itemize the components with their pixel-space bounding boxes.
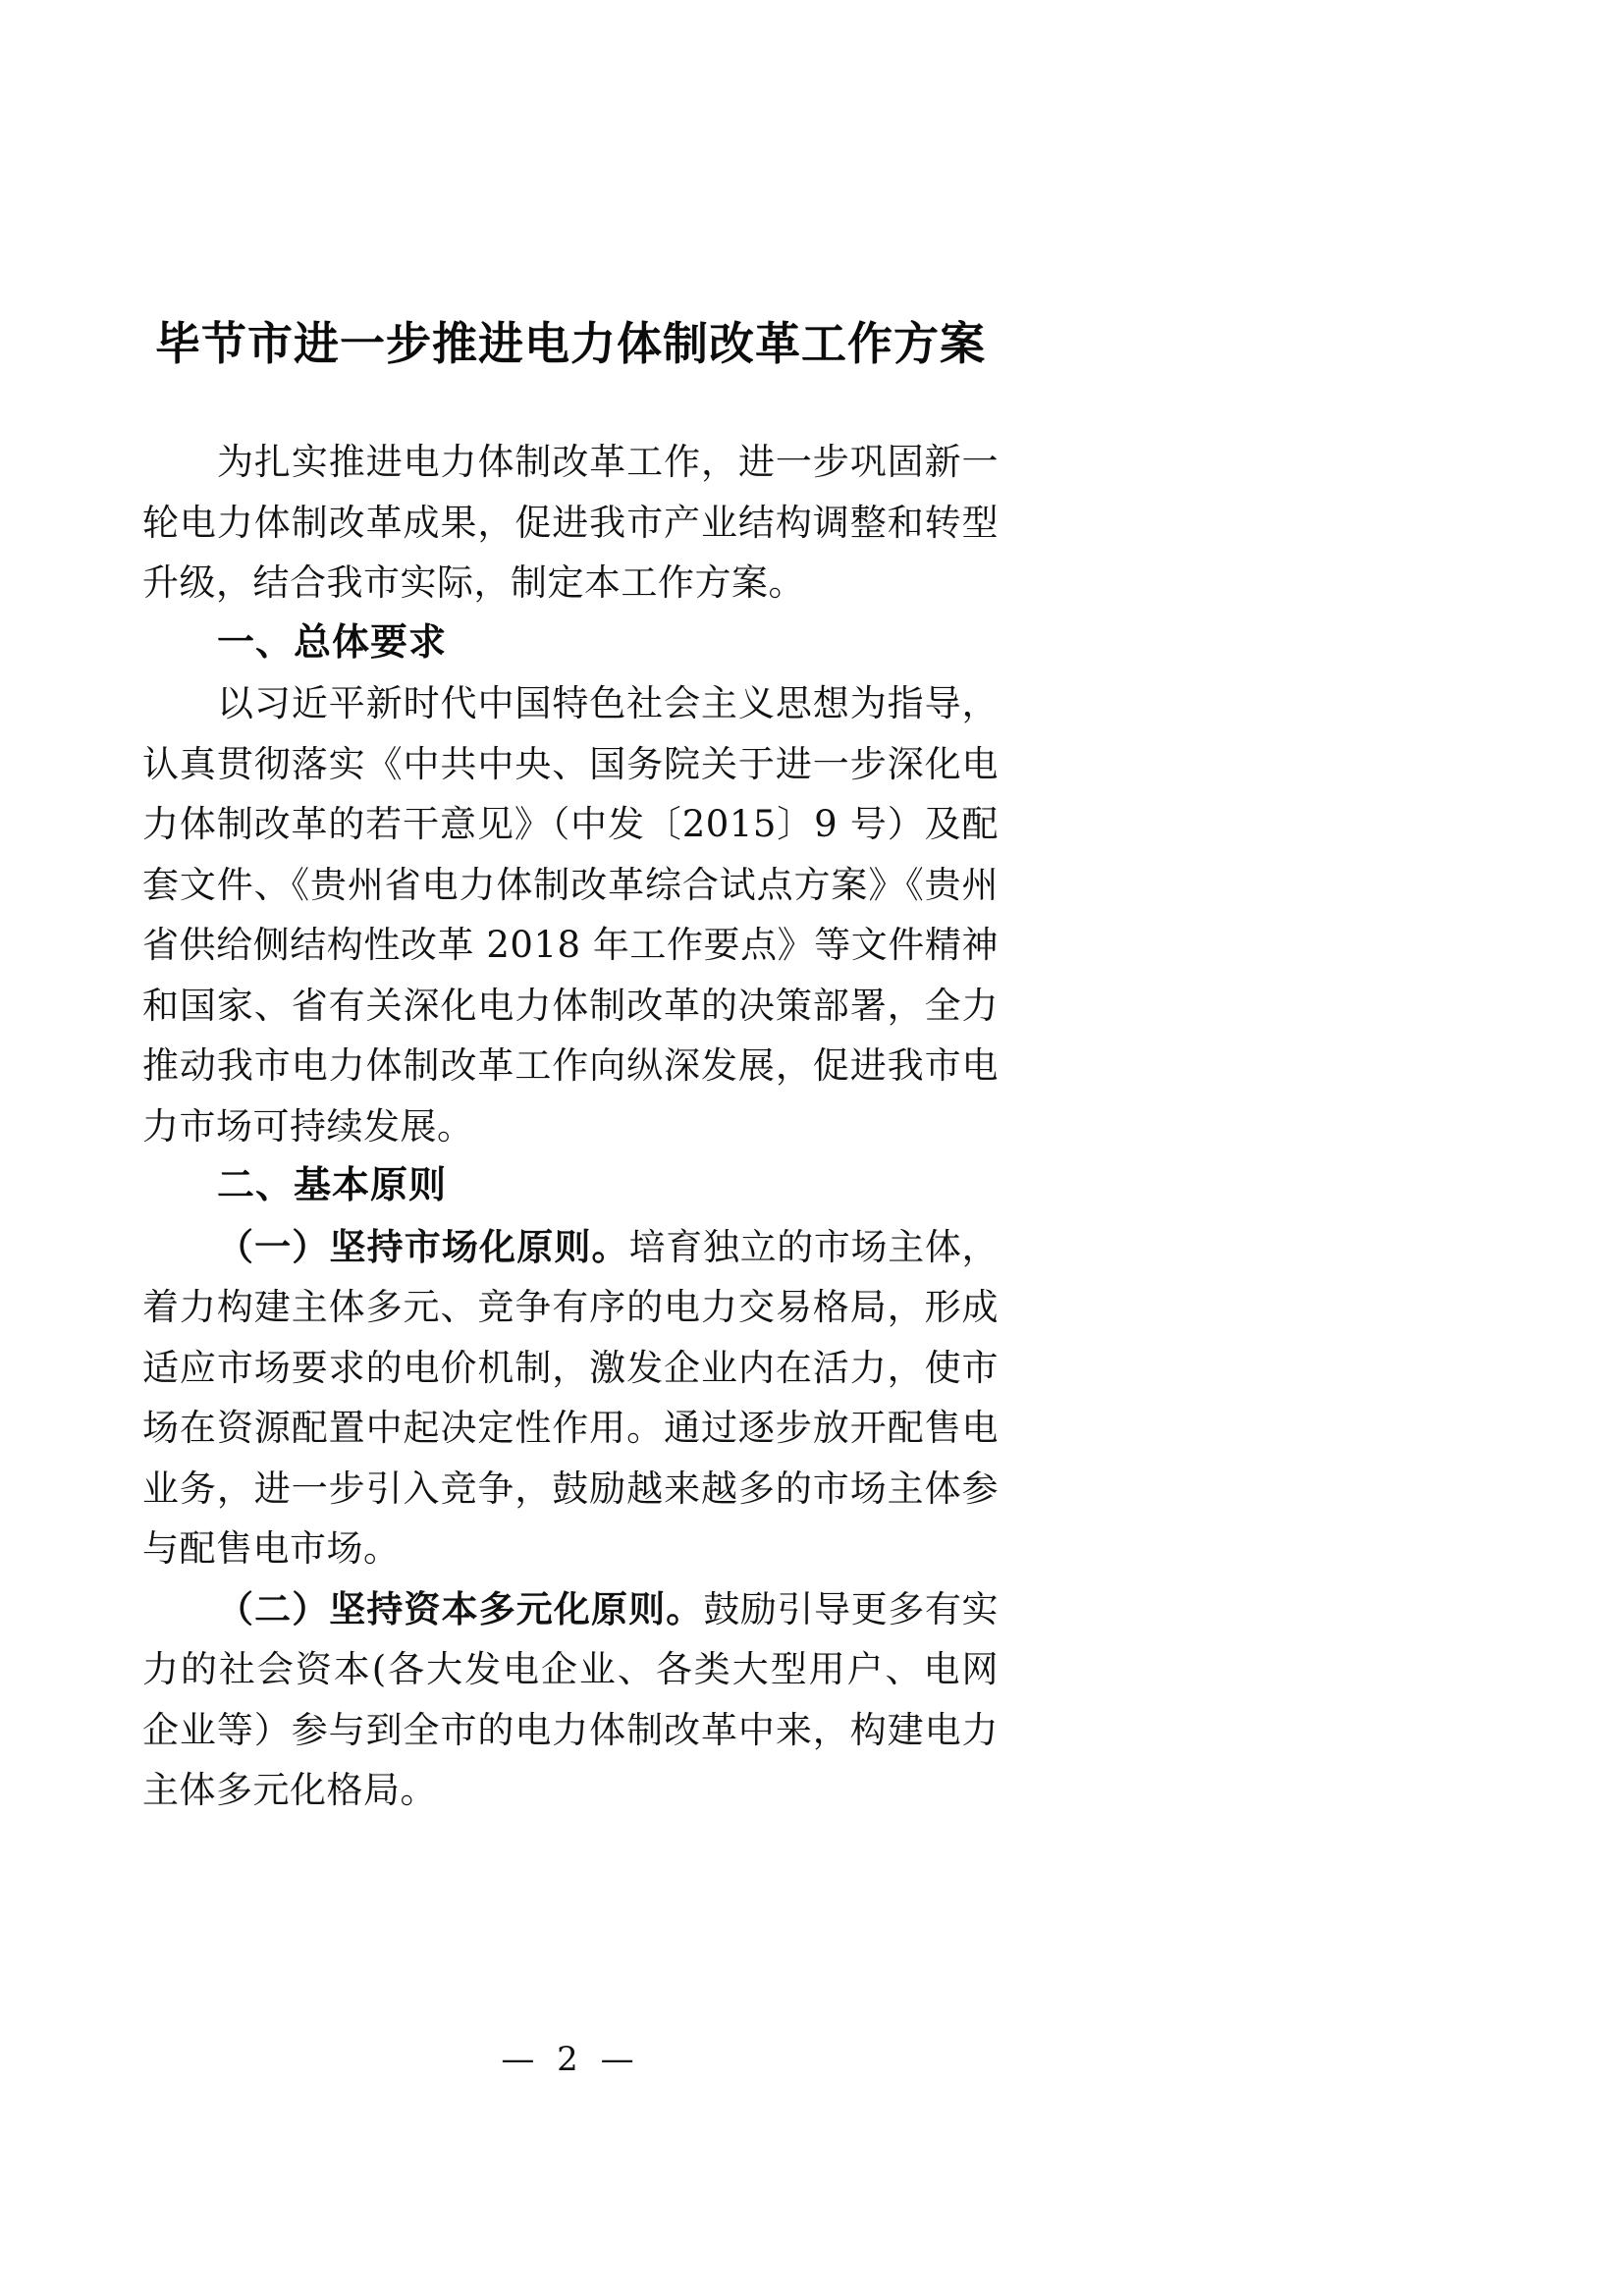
item-two-body: 鼓励引导更多有实力的社会资本(各大发电企业、各类大型用户、电网企业等）参与到全市的电力体制改革中来，构建电力主体多元化格局。: [142, 1587, 1000, 1811]
page-title: 毕节市进一步推进电力体制改革工作方案: [155, 317, 986, 369]
section-one-paragraph: 以习近平新时代中国特色社会主义思想为指导，认真贯彻落实《中共中央、国务院关于进一步深化电力体制改革的若干意见》（中发〔2015〕9 号）及配套文件、《贵州省电力体制改革综合试点方案》《贵州省供给侧结构性改革 2018 年工作要点》等文件精神和国家、省有关深化电力体制改革的决策部署，全力推动我市电力体制改革工作向纵深发展，促进我市电力市场可持续发展。: [142, 682, 999, 1148]
page-number: — 2 —: [501, 2040, 640, 2079]
section-heading-two: 二、基本原则: [217, 1165, 448, 1206]
item-one-body: 培育独立的市场主体，着力构建主体多元、竞争有序的电力交易格局，形成适应市场要求的电价机制，激发企业内在活力，使市场在资源配置中起决定性作用。通过逐步放开配售电业务，进一步引入竞争，鼓励越来越多的市场主体参与配售电市场。: [142, 1225, 1000, 1570]
item-two-lead: （二）坚持资本多元化原则。: [217, 1586, 704, 1630]
section-heading-one: 一、总体要求: [217, 621, 448, 664]
item-two-paragraph: [142, 1579, 999, 1821]
item-one-paragraph: [142, 1217, 999, 1579]
document-body: [142, 432, 999, 1821]
intro-paragraph: 为扎实推进电力体制改革工作，进一步巩固新一轮电力体制改革成果，促进我市产业结构调整和转型升级，结合我市实际，制定本工作方案。: [142, 441, 999, 604]
item-one-lead: （一）坚持市场化原则。: [217, 1224, 629, 1268]
